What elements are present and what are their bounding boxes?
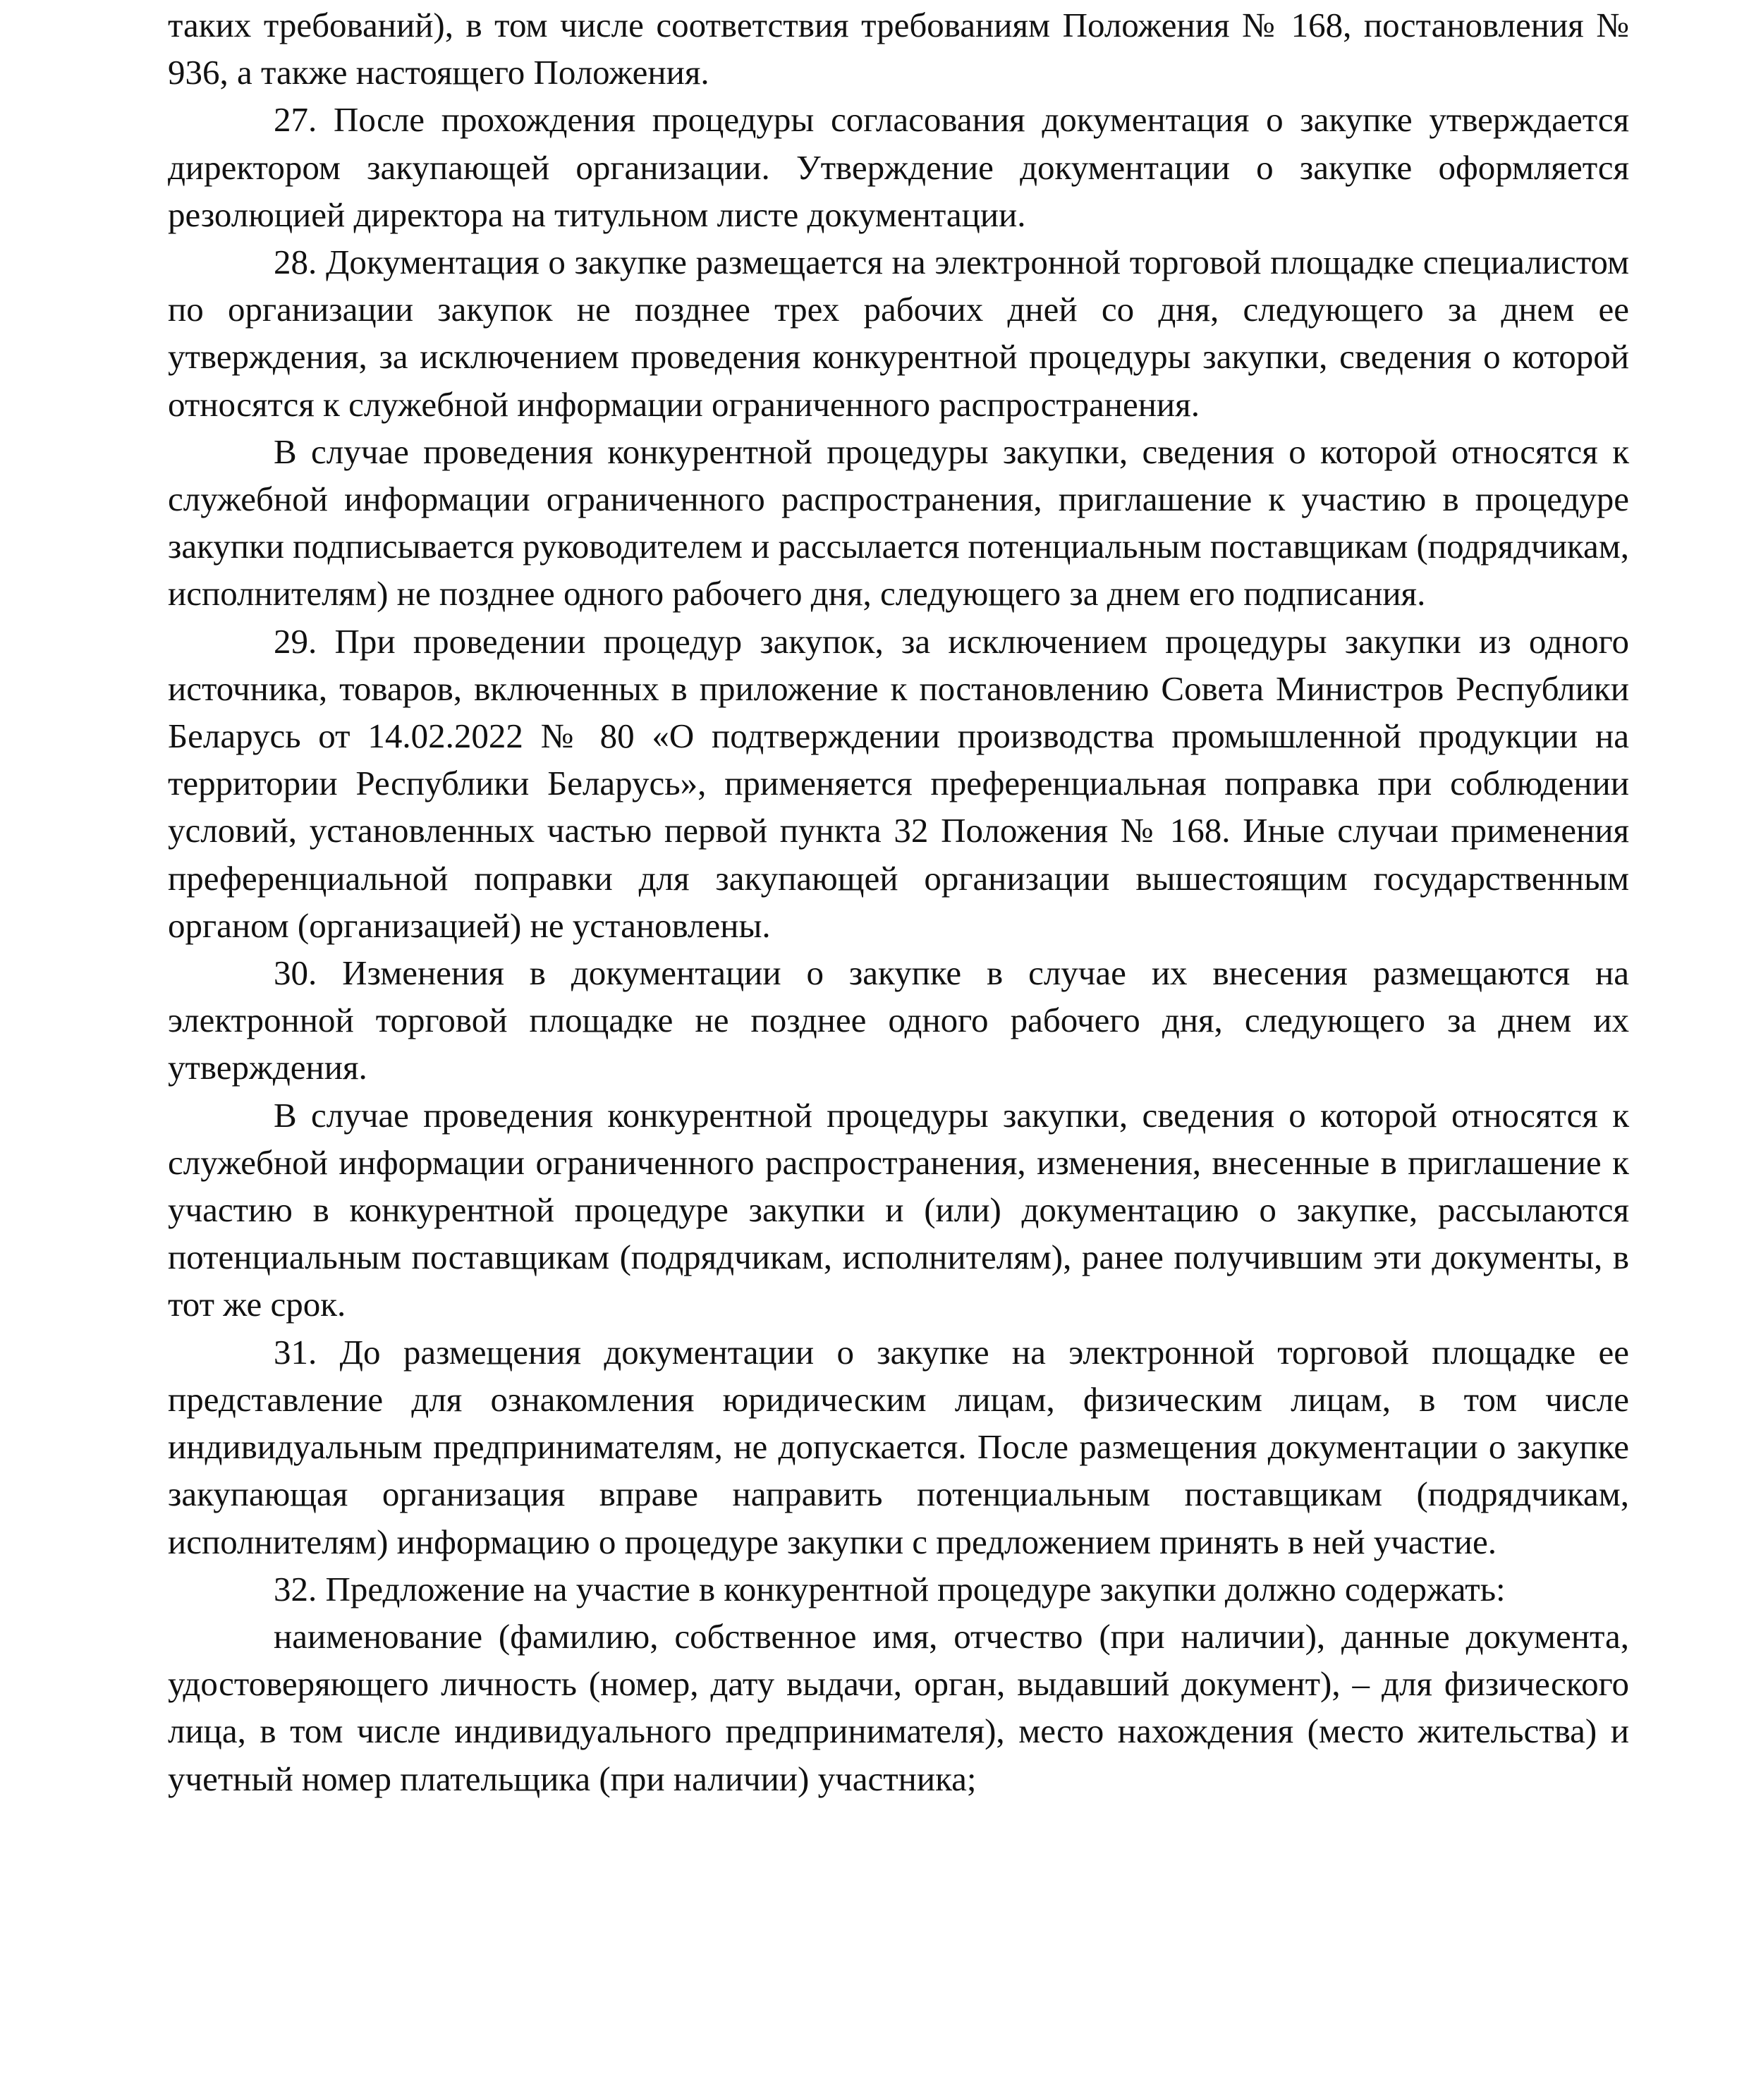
paragraph-26-continuation: таких требований), в том числе соответствия требованиям Положения № 168, постановления № 936, а также настоящего Положения. [168,6,1629,92]
paragraph-29: 29. При проведении процедур закупок, за исключением процедуры закупки из одного источника, товаров, включенных в приложение к постановлению Совета Министров Республики Беларусь от 14.02.2022 № 80 «О подтверждении производства промышленной продукции на территории Республики Беларусь», применяется преференциальная поправка при соблюдении условий, установленных частью первой пункта 32 Положения № 168. Иные случаи применения преференциальной поправки для закупающей организации вышестоящим государственным органом (организацией) не установлены. [168,621,1629,945]
paragraph-30-part-2: В случае проведения конкурентной процедуры закупки, сведения о которой относятся к служебной информации ограниченного распространения, изменения, внесенные в приглашение к участию в конкурентной процедуре закупки и (или) документацию о закупке, рассылаются потенциальным поставщикам (подрядчикам, исполнителям), ранее получившим эти документы, в тот же срок. [168,1095,1629,1324]
paragraph-28: 28. Документация о закупке размещается на электронной торговой площадке специалистом по организации закупок не позднее трех рабочих дней со дня, следующего за днем ее утверждения, за исключением проведения конкурентной процедуры закупки, сведения о которой относятся к служебной информации ограниченного распространения. [168,243,1629,424]
paragraph-27: 27. После прохождения процедуры согласования документация о закупке утверждается директором закупающей организации. Утверждение документации о закупке оформляется резолюцией директора на титульном листе документации. [168,100,1629,234]
paragraph-32-item-1: наименование (фамилию, собственное имя, отчество (при наличии), данные документа, удостоверяющего личность (номер, дату выдачи, орган, выдавший документ), – для физического лица, в том числе индивидуального предпринимателя), место нахождения (место жительства) и учетный номер плательщика (при наличии) участника; [168,1616,1629,1798]
paragraph-30: 30. Изменения в документации о закупке в случае их внесения размещаются на электронной торговой площадке не позднее одного рабочего дня, следующего за днем их утверждения. [168,953,1629,1087]
paragraph-31: 31. До размещения документации о закупке на электронной торговой площадке ее представление для ознакомления юридическим лицам, физическим лицам, в том числе индивидуальным предпринимателям, не допускается. После размещения документации о закупке закупающая организация вправе направить потенциальным поставщикам (подрядчикам, исполнителям) информацию о процедуре закупки с предложением принять в ней участие. [168,1332,1629,1561]
document-page [168,0,1629,1802]
paragraph-28-part-2: В случае проведения конкурентной процедуры закупки, сведения о которой относятся к служебной информации ограниченного распространения, приглашение к участию в процедуре закупки подписывается руководителем и рассылается потенциальным поставщикам (подрядчикам, исполнителям) не позднее одного рабочего дня, следующего за днем его подписания. [168,432,1629,613]
paragraph-32: 32. Предложение на участие в конкурентной процедуре закупки должно содержать: [274,1569,1506,1608]
